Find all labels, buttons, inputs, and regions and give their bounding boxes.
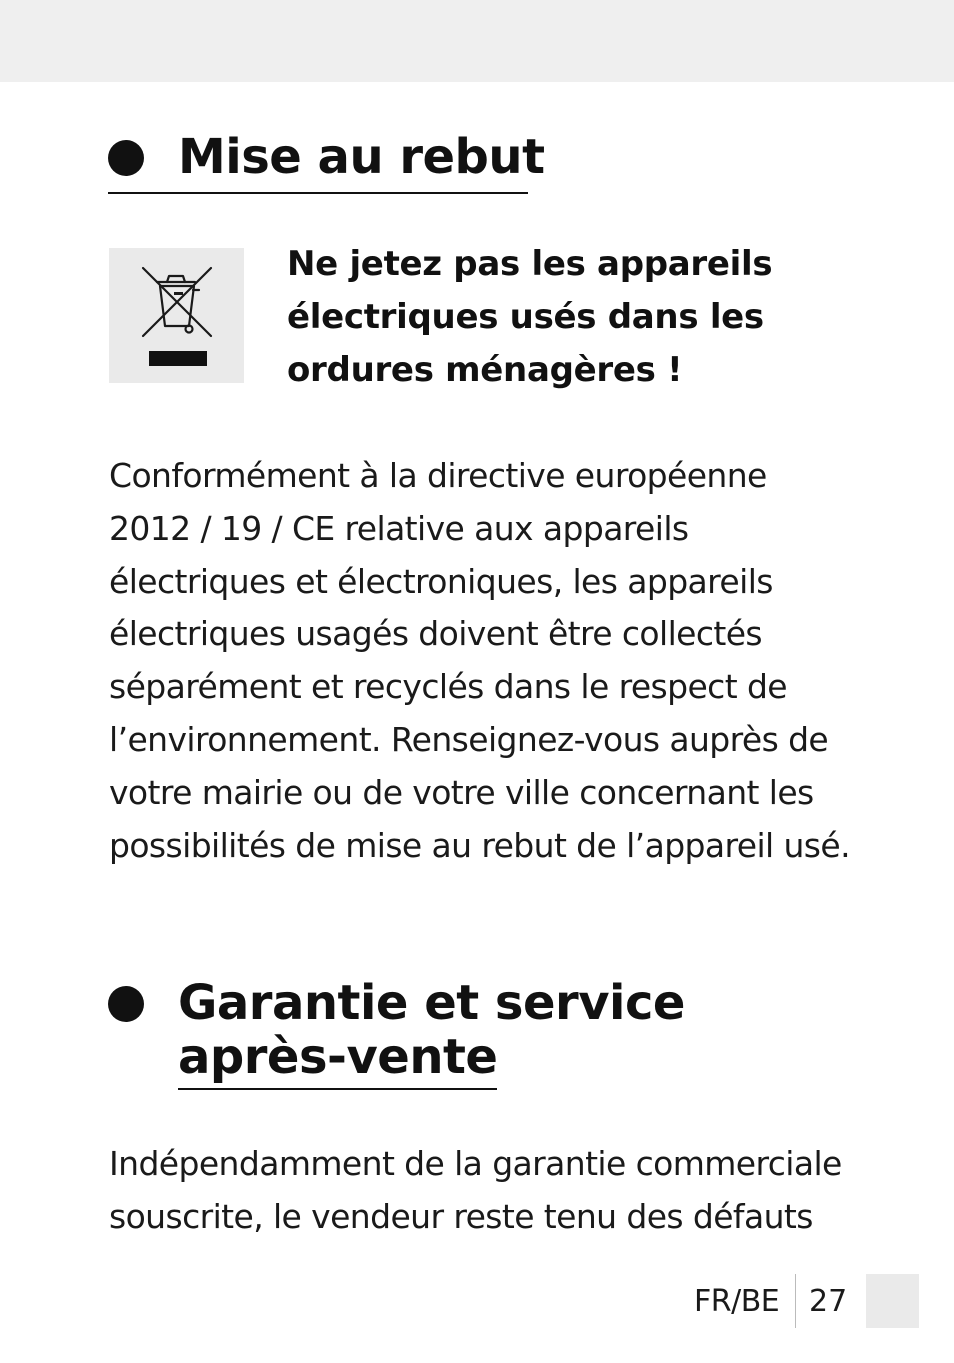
section-title-line: Garantie et service — [178, 975, 685, 1031]
section-title: Mise au rebut — [178, 129, 545, 185]
bullet-dot-icon — [108, 986, 144, 1022]
paragraph-line: Indépendamment de la garantie commerciale — [109, 1144, 842, 1183]
paragraph-line: souscrite, le vendeur reste tenu des défauts — [109, 1196, 813, 1236]
page-tab-marker — [866, 1274, 919, 1328]
paragraph-line: Conformément à la directive européenne — [109, 456, 767, 495]
section-title — [178, 976, 685, 1090]
footer-divider — [795, 1274, 796, 1328]
paragraph-line: électriques et électroniques, les appareils — [109, 561, 773, 601]
paragraph-line: l’environnement. Renseignez-vous auprès de — [109, 719, 829, 759]
bullet-dot-icon — [108, 140, 144, 176]
crossed-out-wheelie-bin-icon — [109, 248, 244, 383]
paragraph-line: votre mairie ou de votre ville concernant les — [109, 772, 814, 812]
disposal-warning — [287, 238, 887, 397]
paragraph-line: 2012 / 19 / CE relative aux appareils — [109, 508, 689, 548]
paragraph-line: séparément et recyclés dans le respect de — [109, 667, 787, 707]
warranty-paragraph — [109, 1138, 889, 1244]
section-heading-warranty — [108, 974, 728, 1094]
paragraph-line: possibilités de mise au rebut de l’appareil usé. — [109, 825, 850, 865]
page-header-band — [0, 0, 954, 82]
section-heading-disposal — [108, 128, 545, 194]
page-number: 27 — [809, 1284, 848, 1319]
weee-symbol — [109, 248, 244, 383]
warning-line: ordures ménagères ! — [287, 350, 683, 390]
footer-locale: FR/BE — [694, 1284, 780, 1319]
warning-line: Ne jetez pas les appareils — [287, 244, 773, 284]
disposal-paragraph — [109, 450, 889, 872]
section-title-line: après-vente — [178, 1030, 497, 1090]
warning-line: électriques usés dans les — [287, 297, 764, 337]
paragraph-line: électriques usagés doivent être collectés — [109, 614, 763, 654]
